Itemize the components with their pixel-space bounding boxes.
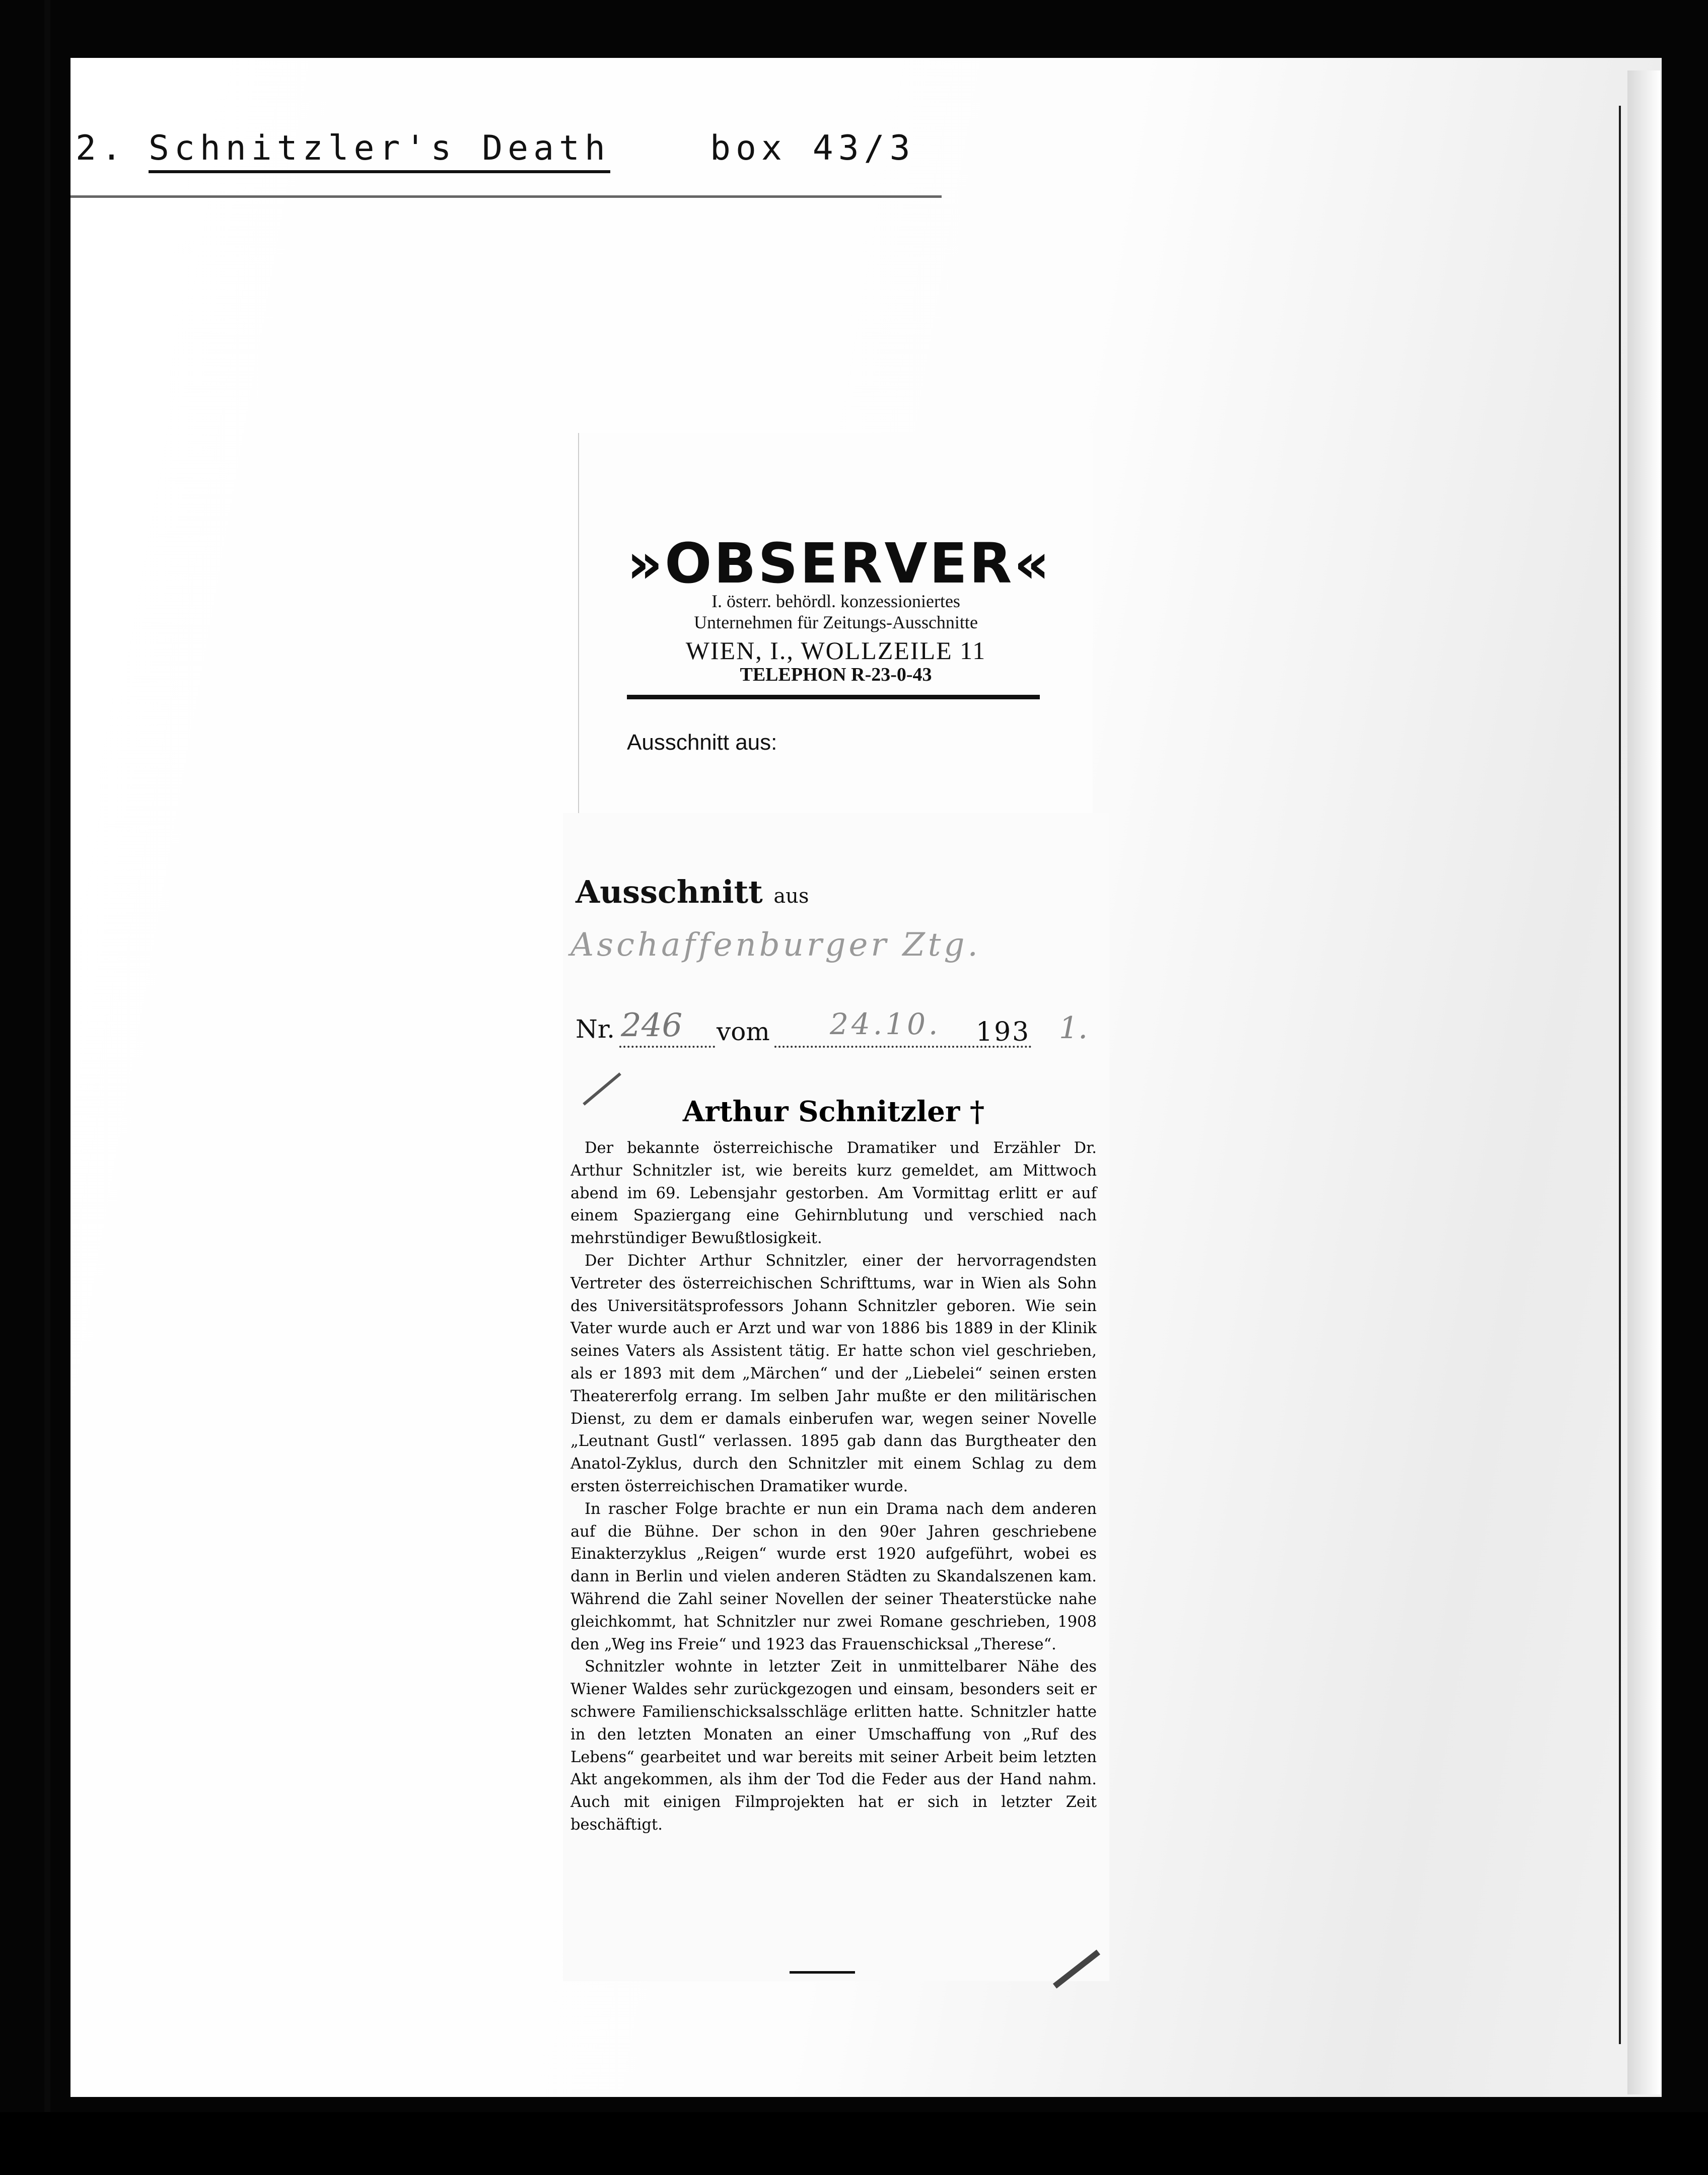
folder-edge-line (1619, 106, 1621, 2044)
observer-phone: TELEPHON R-23-0-43 (740, 664, 932, 685)
observer-name: »OBSERVER« (627, 531, 1052, 596)
clipping-date-value: 24.10. (830, 1007, 941, 1041)
article-paragraph: Schnitzler wohnte in letzter Zeit in unmittelbarer Nähe des Wiener Waldes sehr zurückgezogen und einsam, besonders seit er schwere Familienschicksalsschläge erlitten hatte. Schnitzler hatte in den letzten Monaten an einer Umschaffung von „Ruf des Lebens“ gearbeitet und war bereits mit seiner Arbeit beim letzten Akt angekommen, als ihm der Tod die Feder aus der Hand nahm. Auch mit einigen Filmprojekten hat er sich in letzter Zeit beschäftigt. (571, 1658, 1097, 1834)
observer-clipping-card (579, 433, 1093, 831)
observer-line1: I. österr. behördl. konzessioniertes (711, 591, 960, 611)
article-paragraph: In rascher Folge brachte er nun ein Drama nach dem anderen auf die Bühne. Der schon in den 90er Jahren geschriebene Einakterzyklus „Reigen“ wurde erst 1920 aufgeführt, wobei es dann in Berlin und vielen anderen Städten zu Skandalszenen kam. Während die Zahl seiner Novellen der seiner Theaterstücke nahe gleichkommt, hat Schnitzler nur zwei Romane geschrieben, 1908 den „Weg ins Freie“ und 1923 das Frauenschicksal „Therese“. (571, 1500, 1097, 1653)
folder-title: Schnitzler's Death (149, 128, 610, 173)
article (571, 1095, 1097, 1837)
clipping-year-handwritten: 1. (1059, 1010, 1088, 1046)
header-rule (70, 195, 942, 198)
film-edge-left (44, 0, 50, 2115)
article-body (571, 1137, 1097, 1837)
nr-dotted-line (619, 1046, 715, 1048)
observer-clip-label: Ausschnitt aus: (627, 730, 777, 755)
clipping-source-handwritten: Aschaffenburger Ztg. (571, 926, 981, 964)
film-edge-bottom (0, 2112, 1708, 2175)
article-headline: Arthur Schnitzler † (682, 1095, 985, 1128)
clipping-label (576, 874, 809, 910)
clipping-nr-label: Nr. (576, 1014, 615, 1044)
box-number: box 43/3 (710, 128, 915, 168)
folder-number: 2. (76, 128, 127, 168)
article-paragraph: Der bekannte österreichische Dramatiker und Erzähler Dr. Arthur Schnitzler ist, wie bereits kurz gemeldet, am Mittwoch abend im 69. Lebensjahr gestorben. Am Vormittag erlitt er auf einem Spaziergang eine Gehirnblutung und verschied nach mehrstündiger Bewußtlosigkeit. (571, 1139, 1097, 1248)
observer-line2: Unternehmen für Zeitungs-Ausschnitte (694, 612, 978, 632)
clipping-label-word: Ausschnitt (576, 874, 763, 910)
observer-address: WIEN, I., WOLLZEILE 11 (685, 636, 986, 665)
clipping-nr-value: 246 (621, 1007, 683, 1044)
newspaper-clipping (563, 813, 1109, 1981)
clipping-vom-label: vom (717, 1017, 770, 1046)
observer-rule (627, 695, 1040, 699)
article-paragraph: Der Dichter Arthur Schnitzler, einer der hervorragendsten Vertreter des österreichischen Schrifttums, war in Wien als Sohn des Universitätsprofessors Johann Schnitzler geboren. Wie sein Vater wurde auch er Arzt und war von 1886 bis 1889 in der Klinik seines Vaters als Assistent tätig. Er hatte schon viel geschrieben, als er 1893 mit dem „Märchen“ und der „Liebelei“ seinen ersten Theatererfolg errang. Im selben Jahr mußte er den militärischen Dienst, zu dem er damals einberufen war, wegen seiner Novelle „Leutnant Gustl“ verlassen. 1895 gab dann das Burgtheater den Anatol-Zyklus, durch den Schnitzler mit einem Schlag zu dem ersten österreichischen Dramatiker wurde. (571, 1252, 1097, 1495)
clipping-label-suffix: aus (773, 885, 809, 908)
folder-edge (1627, 70, 1660, 2094)
article-end-rule (790, 1971, 855, 1974)
clipping-year-printed: 193 (976, 1017, 1031, 1047)
